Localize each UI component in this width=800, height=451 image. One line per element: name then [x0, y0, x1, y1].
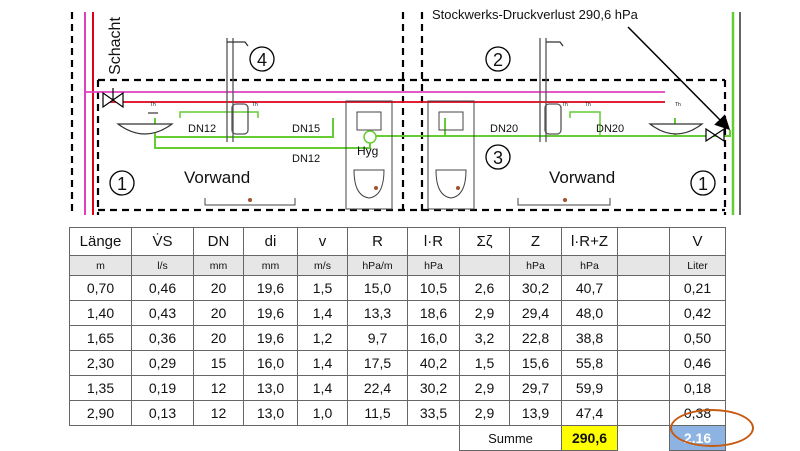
column-header: Z [510, 228, 562, 256]
hyg-label: Hyg [357, 144, 379, 158]
column-header: Länge [70, 228, 132, 256]
empty-cell [298, 426, 348, 451]
pipe-label: DN12 [292, 153, 321, 165]
highlight-ellipse [670, 409, 754, 447]
empty-cell [132, 426, 194, 451]
table-row [70, 301, 726, 326]
empty-cell [70, 426, 132, 451]
column-header: l·R [408, 228, 460, 256]
table-cell: 38,8 [562, 326, 618, 351]
table-cell: 15 [194, 351, 244, 376]
column-header [618, 228, 670, 256]
wc-installation-icon [428, 101, 474, 209]
vorwand-label: Vorwand [549, 168, 616, 187]
table-cell: 16,0 [408, 326, 460, 351]
table-cell: 20 [194, 276, 244, 301]
table-cell: 55,8 [562, 351, 618, 376]
unit-cell [618, 256, 670, 276]
table-cell: 13,3 [348, 301, 408, 326]
wall-boundaries [72, 12, 725, 215]
table-cell: 30,2 [408, 376, 460, 401]
table-cell: 40,2 [408, 351, 460, 376]
table-cell: 0,38 [670, 401, 726, 426]
piping-diagram [0, 0, 800, 220]
table-cell: 1,5 [460, 351, 510, 376]
table-cell: 0,18 [670, 376, 726, 401]
unit-cell: hPa [408, 256, 460, 276]
empty-cell [408, 426, 460, 451]
table-cell: 1,40 [70, 301, 132, 326]
table-cell: 2,90 [70, 401, 132, 426]
table-cell: 33,5 [408, 401, 460, 426]
table-cell: 19,6 [244, 276, 298, 301]
drain-point [248, 198, 252, 202]
pressure-loss-annotation: Stockwerks-Druckverlust 290,6 hPa [432, 7, 638, 22]
unit-cell: l/s [132, 256, 194, 276]
th-label: Th [562, 102, 568, 108]
unit-cell: mm [244, 256, 298, 276]
outlet-valve-icon [706, 129, 724, 141]
unit-cell: Liter [670, 256, 726, 276]
column-header: R [348, 228, 408, 256]
table-cell [618, 326, 670, 351]
circle-number: 1 [116, 174, 128, 194]
table-cell [618, 351, 670, 376]
empty-cell [194, 426, 244, 451]
sum-value: 290,6 [562, 426, 618, 451]
column-header: Σζ [460, 228, 510, 256]
table-cell: 30,2 [510, 276, 562, 301]
unit-cell: hPa [562, 256, 618, 276]
table-cell: 18,6 [408, 301, 460, 326]
table-cell [618, 401, 670, 426]
drain-point [456, 186, 460, 190]
table-cell: 16,0 [244, 351, 298, 376]
column-header: l·R+Z [562, 228, 618, 256]
th-label: Th [150, 102, 156, 108]
distribution-pipes [85, 92, 730, 148]
pipe-label: DN12 [188, 123, 217, 135]
table-cell: 0,46 [670, 351, 726, 376]
table-cell: 0,50 [670, 326, 726, 351]
table-cell: 12 [194, 376, 244, 401]
table-cell: 1,2 [298, 326, 348, 351]
washbasin-icon [650, 124, 702, 134]
hygiene-flush-icon [364, 131, 376, 143]
table-cell: 2,9 [460, 401, 510, 426]
table-cell: 1,0 [298, 401, 348, 426]
table-cell: 13,0 [244, 376, 298, 401]
shower-fixture-icon [227, 38, 248, 142]
sum-row [70, 426, 726, 451]
table-cell: 0,36 [132, 326, 194, 351]
table-cell: 47,4 [562, 401, 618, 426]
table-row [70, 326, 726, 351]
pipe-label: DN20 [490, 123, 519, 135]
table-row [70, 376, 726, 401]
table-cell: 10,5 [408, 276, 460, 301]
table-cell [618, 301, 670, 326]
table-cell: 0,13 [132, 401, 194, 426]
circle-number: 2 [492, 50, 504, 70]
table-cell: 13,9 [510, 401, 562, 426]
pipe-label: DN20 [596, 123, 625, 135]
table-cell: 15,0 [348, 276, 408, 301]
table-cell: 11,5 [348, 401, 408, 426]
unit-cell: m/s [298, 256, 348, 276]
shower-fixture-icon [540, 38, 563, 142]
empty-cell [618, 426, 670, 451]
floor-drain-icon [205, 198, 610, 205]
table-cell: 0,42 [670, 301, 726, 326]
table-cell: 0,19 [132, 376, 194, 401]
table-cell: 40,7 [562, 276, 618, 301]
table-cell: 1,35 [70, 376, 132, 401]
table-cell: 19,6 [244, 301, 298, 326]
unit-cell: hPa/m [348, 256, 408, 276]
table-cell: 0,43 [132, 301, 194, 326]
circle-number: 3 [492, 148, 504, 168]
th-label: Th [252, 102, 258, 108]
pressure-loss-table [69, 227, 726, 451]
table-cell: 12 [194, 401, 244, 426]
circle-number: 1 [697, 174, 709, 194]
table-cell: 20 [194, 326, 244, 351]
vorwand-label: Vorwand [184, 168, 251, 187]
table-row [70, 401, 726, 426]
table-cell: 22,8 [510, 326, 562, 351]
unit-cell [460, 256, 510, 276]
unit-cell: mm [194, 256, 244, 276]
table-cell [618, 376, 670, 401]
table-row [70, 351, 726, 376]
table-cell: 9,7 [348, 326, 408, 351]
unit-cell: hPa [510, 256, 562, 276]
shaft-valve-icon [103, 88, 123, 107]
column-header: V [670, 228, 726, 256]
drain-point [374, 186, 378, 190]
th-label: Th [585, 102, 591, 108]
table-cell: 0,21 [670, 276, 726, 301]
table-cell: 2,6 [460, 276, 510, 301]
table-cell: 1,4 [298, 376, 348, 401]
table-cell: 1,65 [70, 326, 132, 351]
empty-cell [348, 426, 408, 451]
shaft-label: Schacht [107, 17, 124, 75]
annotation-arrow [628, 27, 728, 128]
table-cell: 2,30 [70, 351, 132, 376]
pipe-label: DN15 [292, 123, 321, 135]
th-label: Th [675, 102, 681, 108]
washbasin-icon [118, 113, 172, 134]
table-cell: 15,6 [510, 351, 562, 376]
table-cell: 29,7 [510, 376, 562, 401]
table-cell: 2,9 [460, 376, 510, 401]
sum-label: Summe [460, 426, 562, 451]
table-cell: 0,29 [132, 351, 194, 376]
table-cell: 59,9 [562, 376, 618, 401]
table-cell [618, 276, 670, 301]
column-header: V̇S [132, 228, 194, 256]
unit-cell: m [70, 256, 132, 276]
table-cell: 3,2 [460, 326, 510, 351]
table-cell: 1,4 [298, 301, 348, 326]
table-cell: 48,0 [562, 301, 618, 326]
units-row [70, 256, 726, 276]
column-header: v [298, 228, 348, 256]
table-cell: 0,70 [70, 276, 132, 301]
table-cell: 1,5 [298, 276, 348, 301]
table-row [70, 276, 726, 301]
header-row [70, 228, 726, 256]
column-header: DN [194, 228, 244, 256]
table-cell: 13,0 [244, 401, 298, 426]
column-header: di [244, 228, 298, 256]
table-cell: 19,6 [244, 326, 298, 351]
drain-point [563, 198, 567, 202]
table-cell: 29,4 [510, 301, 562, 326]
table-cell: 2,9 [460, 301, 510, 326]
table-cell: 0,46 [132, 276, 194, 301]
table-cell: 20 [194, 301, 244, 326]
volume-total: 2,16 [670, 426, 726, 451]
empty-cell [244, 426, 298, 451]
table-cell: 22,4 [348, 376, 408, 401]
circle-number: 4 [256, 50, 268, 70]
table-cell: 1,4 [298, 351, 348, 376]
table-cell: 17,5 [348, 351, 408, 376]
